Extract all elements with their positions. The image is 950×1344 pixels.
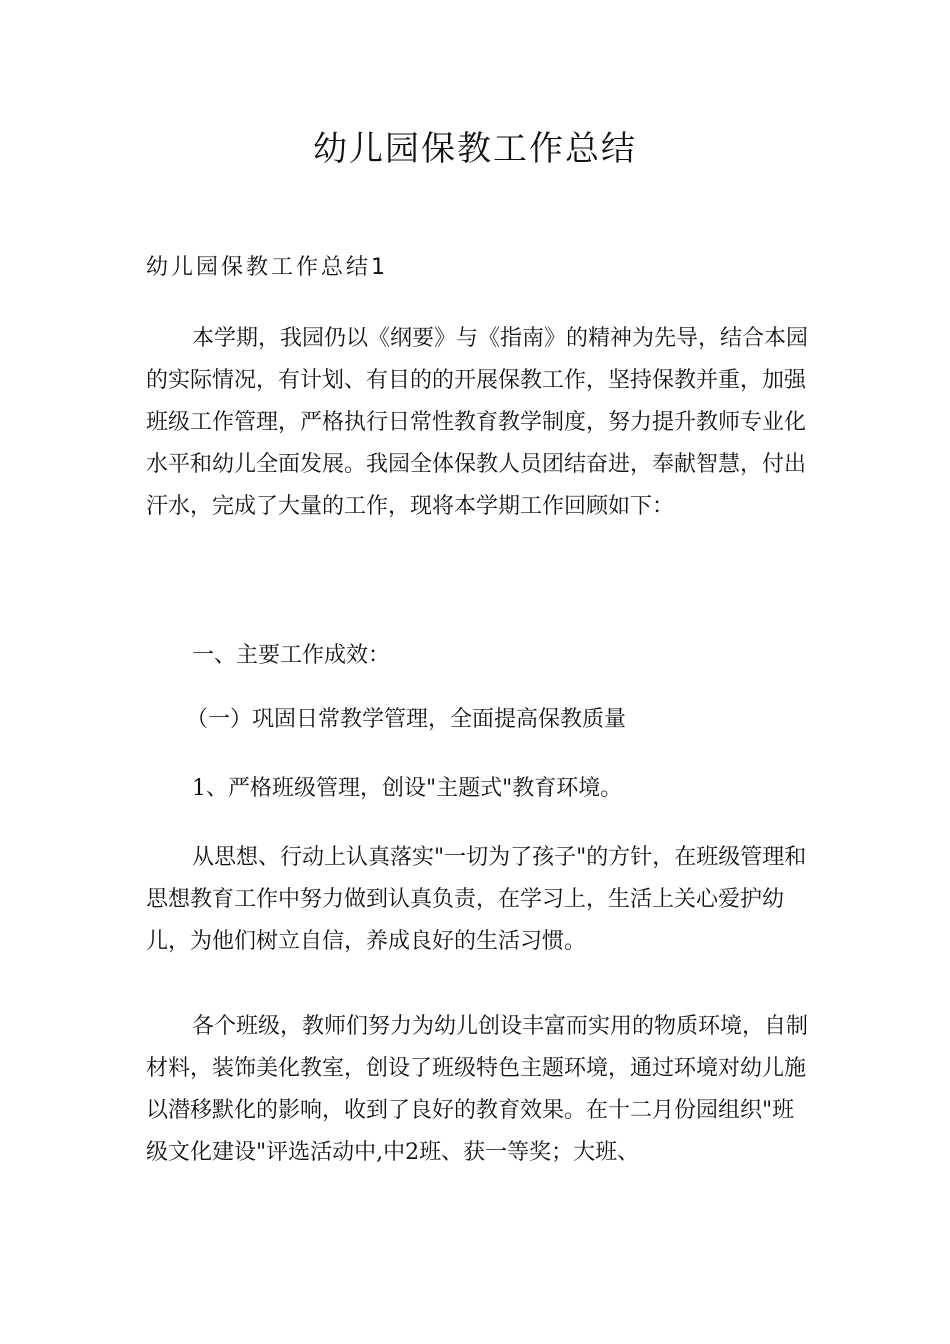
paragraph-class-management: 从思想、行动上认真落实"一切为了孩子"的方针，在班级管理和思想教育工作中努力做到认真负责，在学习上，生活上关心爱护幼儿，为他们树立自信，养成良好的生活习惯。 <box>146 845 807 954</box>
paragraph-environment: 各个班级，教师们努力为幼儿创设丰富而实用的物质环境，自制材料，装饰美化教室，创设了班级特色主题环境，通过环境对幼儿施以潜移默化的影响，收到了良好的教育效果。在十二月份园组织"班级文化建设"评选活动中,中2班、获一等奖；大班、 <box>146 1014 809 1165</box>
heading-main-achievements: 一、主要工作成效： <box>192 643 391 668</box>
document-title: 幼儿园保教工作总结 <box>313 129 637 169</box>
intro-paragraph: 本学期，我园仍以《纲要》与《指南》的精神为先导，结合本园的实际情况，有计划、有目的的开展保教工作，坚持保教并重，加强班级工作管理，严格执行日常性教育教学制度，努力提升教师专业化水平和幼儿全面发展。我园全体保教人员团结奋进，奉献智慧，付出汗水，完成了大量的工作，现将本学期工作回顾如下： <box>146 326 809 519</box>
heading-item-1: 1、严格班级管理，创设"主题式"教育环境。 <box>192 776 623 801</box>
section-subtitle: 幼儿园保教工作总结1 <box>146 255 388 280</box>
heading-subsection-1: （一）巩固日常教学管理，全面提高保教质量 <box>186 707 627 732</box>
